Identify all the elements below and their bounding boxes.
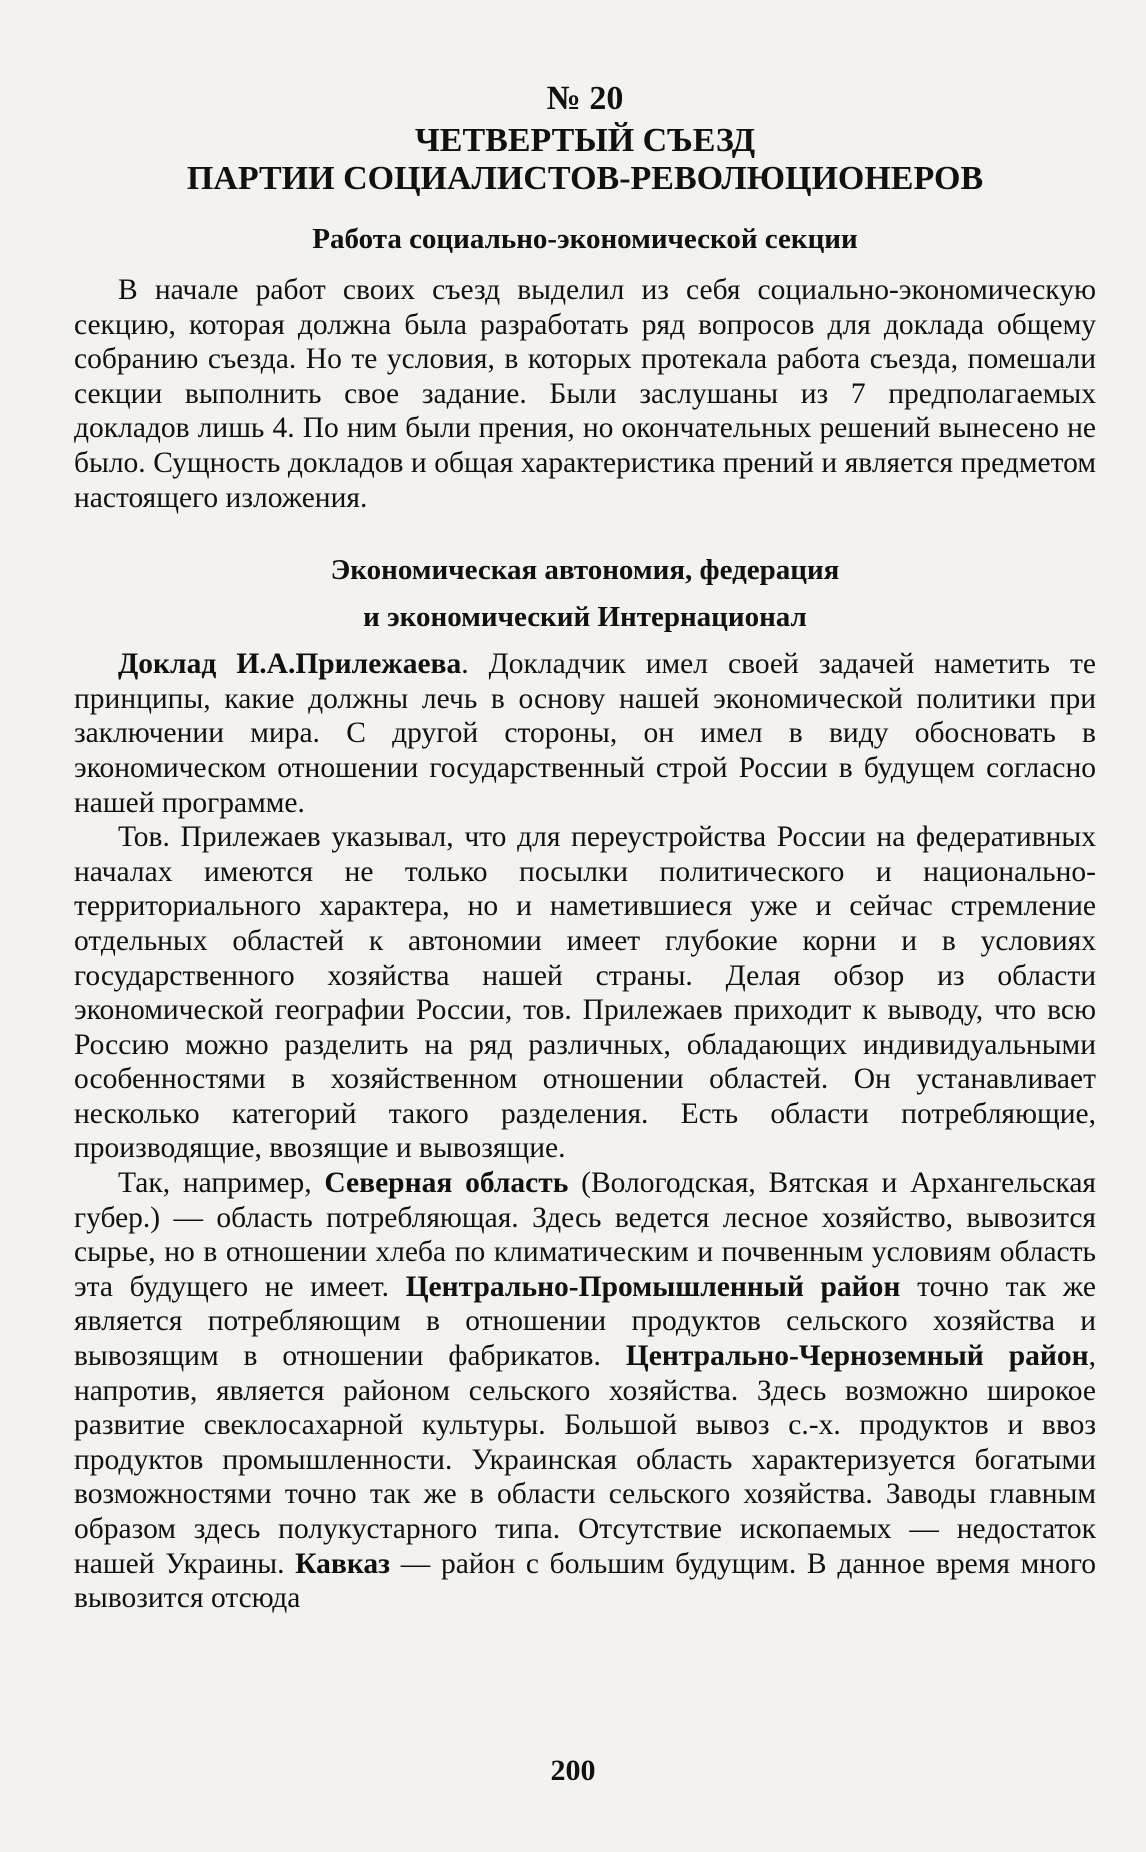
page-title-line-1: ЧЕТВЕРТЫЙ СЪЕЗД	[414, 122, 756, 159]
p3-text-c: (Вологодская, Вятская и Архангельская губер.) — область потребляющая. Здесь ведется лесное хозяйство, вывозится сырье, но в отношении хлеба по климатическим и почвенным условиям область эта будущего не имеет.	[74, 1167, 1096, 1303]
p3-text-a: Так, например,	[118, 1167, 325, 1200]
report-paragraph-2: Тов. Прилежаев указывал, что для переустройства России на федеративных началах имеются не только посылки политического и национально-территориального характера, но и наметившиеся уже и сейчас стремление отдельных областей к автономии имеет глубокие корни и в условиях государственного хозяйства нашей страны. Делая обзор из области экономической географии России, тов. Прилежаев приходит к выводу, что всю Россию можно разделить на ряд различных, обладающих индивидуальными особенностями в хозяйственном отношении областей. Он устанавливает несколько категорий такого разделения. Есть области потребляющие, производящие, ввозящие и вывозящие.	[74, 821, 1096, 1165]
region-central-industrial: Центрально-Промышленный район	[405, 1270, 901, 1303]
p3-text-i: — район с большим будущим. В данное время много вывозится отсюда	[74, 1547, 1096, 1615]
report-heading: Доклад И.А.Прилежаева	[118, 648, 462, 681]
page-title-line-2: ПАРТИИ СОЦИАЛИСТОВ-РЕВОЛЮЦИОНЕРОВ	[186, 160, 984, 197]
region-northern: Северная область	[324, 1167, 569, 1200]
subsection-title-line-1: Экономическая автономия, федерация	[330, 554, 840, 587]
intro-paragraph: В начале работ своих съезд выделил из себя социально-экономическую секцию, которая должна была разработать ряд вопросов для доклада общему собранию съезда. Но те условия, в которых протекала работа съезда, помешали секции выполнить свое задание. Были заслушаны из 7 предполагаемых докладов лишь 4. По ним были прения, но окончательных решений вынесено не было. Сущность докладов и общая характеристика прений и является предметом настоящего изложения.	[74, 274, 1096, 514]
report-paragraph-3	[74, 1166, 1096, 1616]
page-number: 200	[550, 1754, 596, 1787]
region-caucasus: Кавказ	[295, 1547, 391, 1580]
page-content	[74, 80, 1096, 1616]
p3-text-e: точно так же является потребляющим в отношении продуктов сельского хозяйства и вывозящим в отношении фабрикатов.	[74, 1270, 1096, 1373]
p3-text-g: , напротив, является районом сельского хозяйства. Здесь возможно широкое развитие свеклосахарной культуры. Большой вывоз с.-х. продуктов и ввоз продуктов промышленности. Украинская область характеризуется богатыми возможностями точно так же в области сельского хозяйства. Заводы главным образом здесь полукустарного типа. Отсутствие ископаемых — недостаток нашей Украины.	[74, 1340, 1096, 1580]
report-paragraph-1-text: . Докладчик имел своей задачей наметить те принципы, какие должны лечь в основу нашей экономической политики при заключении мира. С другой стороны, он имел в виду обосновать в экономическом отношении государственный строй России в будущем согласно нашей программе.	[74, 648, 1096, 819]
document-number: № 20	[546, 80, 624, 117]
section-title: Работа социально-экономической секции	[312, 223, 858, 255]
report-paragraph-1	[74, 647, 1096, 820]
subsection-title-line-2: и экономический Интернационал	[363, 601, 807, 634]
region-central-blackearth: Центрально-Черноземный район	[625, 1340, 1089, 1373]
